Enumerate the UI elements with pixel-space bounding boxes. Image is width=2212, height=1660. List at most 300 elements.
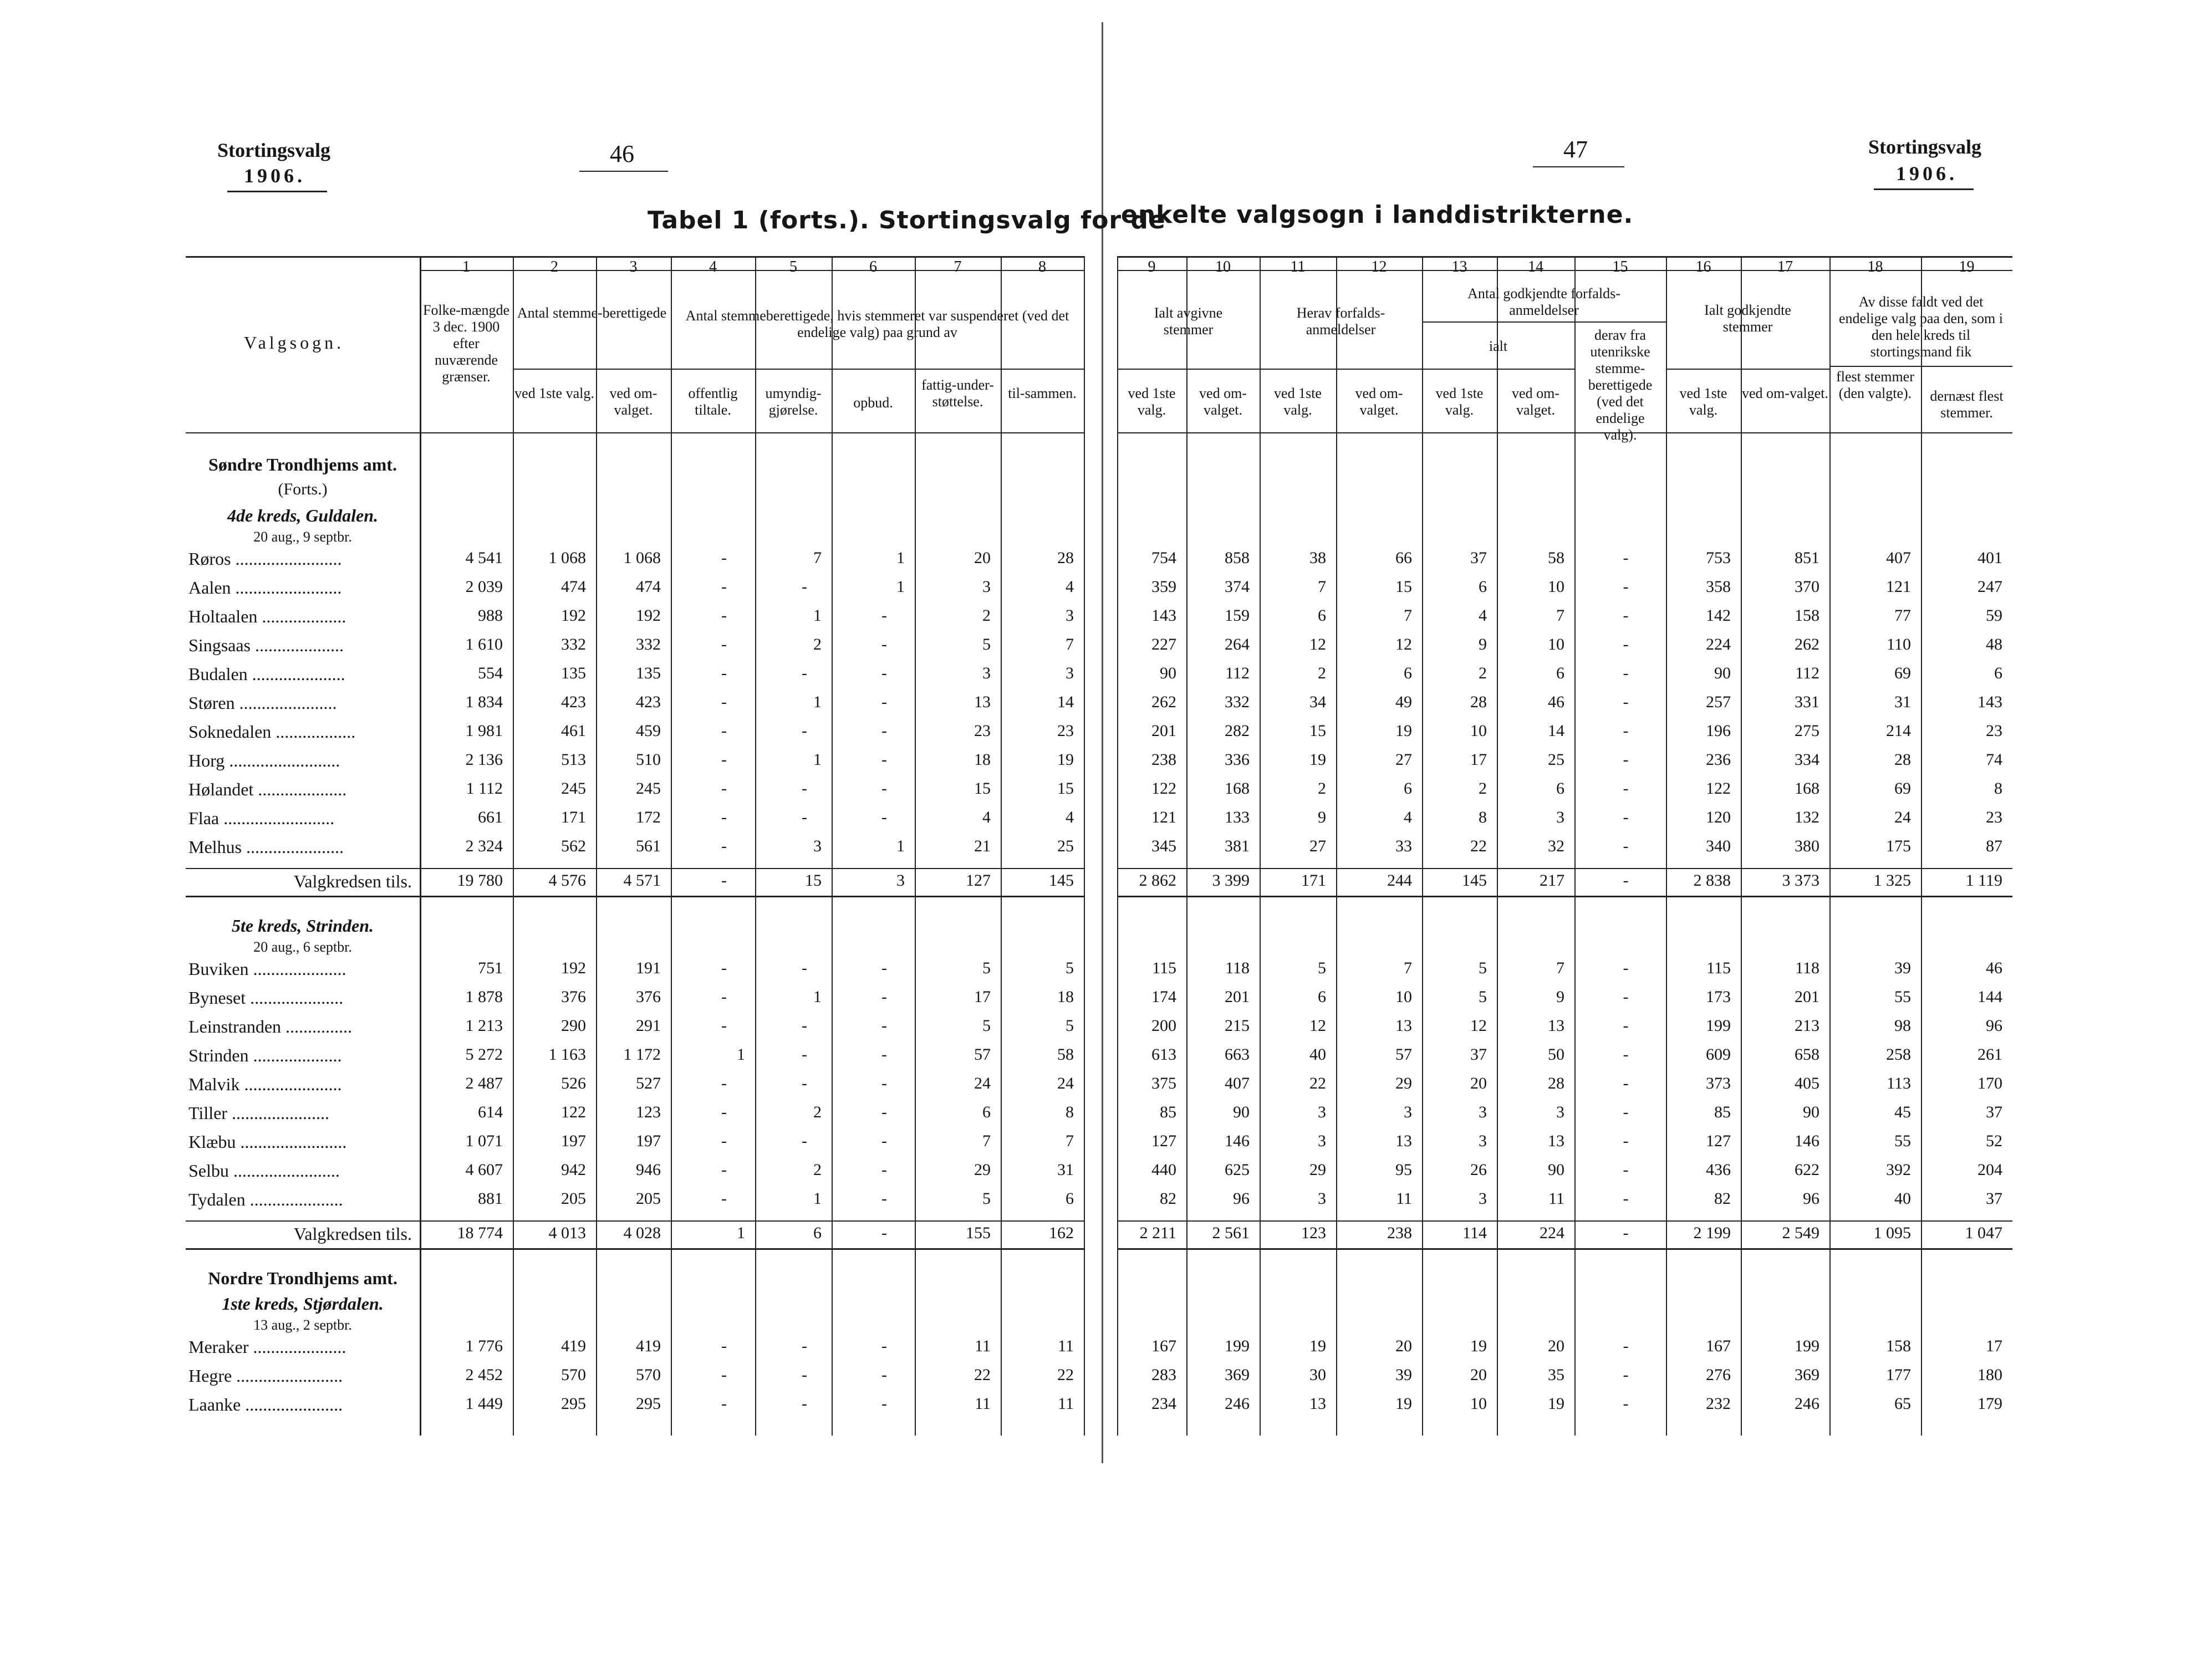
votes-cast-header: Ialt avgivne stemmer [1154,305,1223,338]
rule [513,369,671,370]
rule [671,256,672,1436]
data-cell: 29 [1395,1074,1412,1092]
data-cell: 38 [1309,549,1326,567]
data-cell: 118 [1795,959,1819,977]
data-cell: - [881,722,887,740]
data-cell: 275 [1795,722,1819,740]
data-cell: 87 [1986,837,2002,855]
data-cell: 942 [561,1161,586,1179]
rule [186,256,1084,258]
data-cell: 5 [1066,1017,1074,1035]
total-cell: 15 [805,871,822,890]
data-cell: 112 [1795,664,1819,682]
data-cell: 6 [1556,664,1564,682]
data-cell: - [802,1132,807,1150]
data-cell: - [881,664,887,682]
data-cell: 24 [1894,808,1911,826]
data-cell: 554 [478,664,503,682]
data-cell: 3 [1066,606,1074,625]
data-cell: 37 [1470,549,1487,567]
data-cell: - [721,1132,727,1150]
data-cell: 118 [1225,959,1250,977]
data-cell: - [721,808,727,826]
data-cell: 37 [1986,1189,2002,1208]
data-cell: - [881,959,887,977]
data-cell: - [802,959,807,977]
data-cell: 246 [1795,1395,1819,1413]
data-cell: 96 [1233,1189,1250,1208]
data-cell: 295 [561,1395,586,1413]
data-cell: - [1623,808,1629,826]
data-cell: 4 607 [465,1161,503,1179]
data-cell: 370 [1795,578,1819,596]
total-cell: 145 [1462,871,1487,890]
data-cell: 20 [1548,1337,1564,1355]
data-cell: 29 [974,1161,991,1179]
data-cell: 15 [974,779,991,798]
data-cell: 331 [1795,693,1819,711]
valgsogn-name: Holtaalen ................... [188,606,346,626]
rule [1422,369,1574,370]
total-cell: 1 [737,1224,745,1242]
data-cell: 2 [813,635,822,653]
data-cell: 20 [974,549,991,567]
data-cell: 196 [1706,722,1731,740]
data-cell: 436 [1706,1161,1731,1179]
total-cell: 2 211 [1139,1224,1176,1242]
left-running-year: 1906. [244,165,305,187]
total-label: Valgkredsen tils. [293,871,412,891]
data-cell: 238 [1151,750,1176,769]
total-cell: 4 013 [548,1224,586,1242]
data-cell: - [802,808,807,826]
rule [1117,868,2012,869]
column-number: 6 [869,258,877,275]
data-cell: 168 [1795,779,1819,798]
data-cell: 401 [1977,549,2002,567]
data-cell: 11 [1548,1189,1564,1208]
data-cell: 95 [1395,1161,1412,1179]
data-cell: 474 [561,578,586,596]
data-cell: 199 [1706,1017,1731,1035]
data-cell: 246 [1225,1395,1250,1413]
data-cell: 123 [636,1103,661,1121]
data-cell: 179 [1977,1395,2002,1413]
data-cell: 12 [1309,635,1326,653]
data-cell: 28 [1057,549,1074,567]
data-cell: 1 [813,988,822,1006]
right-running-year: 1906. [1896,162,1958,185]
data-cell: 23 [1057,722,1074,740]
data-cell: 2 [1479,664,1487,682]
data-cell: 375 [1151,1074,1176,1092]
data-cell: 405 [1795,1074,1819,1092]
data-cell: - [881,1161,887,1179]
data-cell: 19 [1395,1395,1412,1413]
total-cell: 4 028 [623,1224,661,1242]
data-cell: - [1623,635,1629,653]
data-cell: 11 [1396,1189,1412,1208]
data-cell: - [1623,1337,1629,1355]
data-cell: 5 [982,1017,991,1035]
data-cell: 5 [1479,988,1487,1006]
data-cell: 1 [813,750,822,769]
data-cell: 7 [1404,959,1412,977]
data-cell: 5 [1066,959,1074,977]
data-cell: 171 [561,808,586,826]
data-cell: 85 [1714,1103,1731,1121]
rule [186,1220,1084,1222]
valgsogn-name: Budalen ..................... [188,664,345,684]
column-number: 1 [462,258,470,275]
total-cell: 244 [1387,871,1412,890]
data-cell: 19 [1470,1337,1487,1355]
data-cell: 661 [478,808,503,826]
data-cell: 69 [1894,664,1911,682]
data-cell: 167 [1151,1337,1176,1355]
total-cell: 4 571 [623,871,661,890]
data-cell: 20 [1470,1366,1487,1384]
data-cell: 6 [1404,779,1412,798]
data-cell: 562 [561,837,586,855]
data-cell: 5 [982,1189,991,1208]
data-cell: - [881,635,887,653]
data-cell: 282 [1225,722,1250,740]
data-cell: 214 [1886,722,1911,740]
column-number: 17 [1777,258,1793,275]
data-cell: 12 [1395,635,1412,653]
first-election-header: ved 1ste valg. [514,385,594,401]
data-cell: 373 [1706,1074,1731,1092]
suspended-total-header: til-sammen. [1008,385,1077,401]
data-cell: 3 [982,578,991,596]
data-cell: 5 [1479,959,1487,977]
bankruptcy-header: opbud. [853,395,893,411]
data-cell: 11 [975,1337,991,1355]
valgsogn-name: Røros ........................ [188,549,342,569]
total-cell: 162 [1049,1224,1074,1242]
data-cell: - [721,1017,727,1035]
data-cell: - [881,1189,887,1208]
total-cell: - [1623,871,1629,890]
data-cell: 561 [636,837,661,855]
data-cell: - [1623,578,1629,596]
data-cell: - [881,988,887,1006]
data-cell: 133 [1225,808,1250,826]
data-cell: 28 [1470,693,1487,711]
data-cell: 257 [1706,693,1731,711]
data-cell: 1 610 [465,635,503,653]
data-cell: 232 [1706,1395,1731,1413]
valgsogn-name: Horg ......................... [188,750,340,770]
data-cell: 115 [1152,959,1176,977]
votes-cast-re-header: ved om-valget. [1199,385,1247,418]
data-cell: 753 [1706,549,1731,567]
data-cell: 90 [1233,1103,1250,1121]
data-cell: 13 [1548,1132,1564,1150]
data-cell: 262 [1151,693,1176,711]
data-cell: 168 [1225,779,1250,798]
amt-title: Nordre Trondhjems amt. [208,1268,397,1288]
data-cell: 369 [1225,1366,1250,1384]
data-cell: 90 [1714,664,1731,682]
data-cell: - [881,606,887,625]
data-cell: - [881,1074,887,1092]
data-cell: 513 [561,750,586,769]
data-cell: 20 [1395,1337,1412,1355]
data-cell: 754 [1151,549,1176,567]
left-running-title: Stortingsvalg [217,139,331,161]
data-cell: 45 [1894,1103,1911,1121]
data-cell: - [1623,837,1629,855]
valgsogn-header: Valgsogn. [244,333,345,353]
data-cell: 510 [636,750,661,769]
page-number-right: 47 [1563,136,1588,163]
total-cell: 3 [896,871,905,890]
data-cell: - [721,750,727,769]
data-cell: 192 [561,959,586,977]
column-number: 16 [1695,258,1711,275]
total-cell: 2 862 [1139,871,1176,890]
data-cell: 376 [561,988,586,1006]
data-cell: - [802,779,807,798]
data-cell: 21 [974,837,991,855]
table-title-right: enkelte valgsogn i landdistrikterne. [1121,201,1634,229]
amt-note: (Forts.) [278,480,328,498]
data-cell: 5 [1318,959,1326,977]
data-cell: - [1623,1395,1629,1413]
data-cell: 77 [1894,606,1911,625]
data-cell: 19 [1548,1395,1564,1413]
column-number: 7 [954,258,962,275]
data-cell: 7 [1318,578,1326,596]
data-cell: 407 [1886,549,1911,567]
data-cell: 27 [1309,837,1326,855]
data-cell: 10 [1548,578,1564,596]
rule [186,896,1084,897]
data-cell: 10 [1470,722,1487,740]
data-cell: - [1623,988,1629,1006]
data-cell: - [1623,1017,1629,1035]
valgsogn-name: Hølandet .................... [188,779,347,799]
valgsogn-name: Soknedalen .................. [188,722,356,742]
data-cell: 334 [1795,750,1819,769]
data-cell: 946 [636,1161,661,1179]
total-label: Valgkredsen tils. [293,1224,412,1244]
data-cell: 332 [636,635,661,653]
data-cell: 66 [1395,549,1412,567]
data-cell: 50 [1548,1045,1564,1064]
data-cell: 332 [1225,693,1250,711]
data-cell: 374 [1225,578,1250,596]
data-cell: 25 [1057,837,1074,855]
data-cell: 3 [1066,664,1074,682]
data-cell: 423 [561,693,586,711]
data-cell: 49 [1395,693,1412,711]
data-cell: 1 163 [548,1045,586,1064]
data-cell: 625 [1225,1161,1250,1179]
valgsogn-name: Buviken ..................... [188,959,346,979]
data-cell: 205 [636,1189,661,1208]
data-cell: 6 [1479,578,1487,596]
approved-votes-header: Ialt godkjendte stemmer [1704,302,1791,335]
total-cell: 1 095 [1873,1224,1911,1242]
absentee-header: Herav forfalds-anmeldelser [1296,305,1385,338]
data-cell: 376 [636,988,661,1006]
total-cell: - [881,1224,887,1242]
rule [1117,369,1260,370]
data-cell: - [881,1337,887,1355]
data-cell: 1 981 [465,722,503,740]
amt-title: Søndre Trondhjems amt. [208,454,397,474]
data-cell: 234 [1151,1395,1176,1413]
valgsogn-name: Singsaas .................... [188,635,344,655]
data-cell: 85 [1160,1103,1176,1121]
data-cell: 175 [1886,837,1911,855]
data-cell: 22 [1470,837,1487,855]
data-cell: - [1623,722,1629,740]
data-cell: 276 [1706,1366,1731,1384]
data-cell: 6 [1318,988,1326,1006]
data-cell: 751 [478,959,503,977]
data-cell: 192 [561,606,586,625]
data-cell: - [881,779,887,798]
data-cell: 224 [1706,635,1731,653]
data-cell: 1 834 [465,693,503,711]
kreds-title: 4de kreds, Guldalen. [227,505,378,525]
total-cell: 1 325 [1873,871,1911,890]
data-cell: 22 [1057,1366,1074,1384]
data-cell: - [1623,1189,1629,1208]
data-cell: 1 [813,693,822,711]
data-cell: 26 [1470,1161,1487,1179]
total-cell: 127 [966,871,991,890]
data-cell: 158 [1795,606,1819,625]
data-cell: 858 [1225,549,1250,567]
data-cell: - [881,1103,887,1121]
data-cell: - [881,1132,887,1150]
rule [1117,256,2012,258]
total-cell: 238 [1387,1224,1412,1242]
data-cell: 5 272 [465,1045,503,1064]
data-cell: 7 [813,549,822,567]
data-cell: 527 [636,1074,661,1092]
data-cell: 204 [1977,1161,2002,1179]
total-cell: 145 [1049,871,1074,890]
data-cell: 167 [1706,1337,1731,1355]
rule [671,369,1084,370]
data-cell: 245 [561,779,586,798]
data-cell: 851 [1795,549,1819,567]
data-cell: 215 [1225,1017,1250,1035]
data-cell: 96 [1986,1017,2002,1035]
data-cell: 7 [1066,635,1074,653]
data-cell: 258 [1886,1045,1911,1064]
abroad-header: derav fra utenrikske stemme-berettigede (ved det endelige valg). [1588,327,1653,443]
rule [1422,321,1666,323]
data-cell: - [721,606,727,625]
data-cell: 358 [1706,578,1731,596]
data-cell: 13 [1309,1395,1326,1413]
data-cell: 4 [1479,606,1487,625]
total-cell: 2 561 [1212,1224,1250,1242]
data-cell: 31 [1057,1161,1074,1179]
rule [1084,256,1085,1436]
data-cell: 135 [636,664,661,682]
winner-header: flest stemmer (den valgte). [1836,369,1914,401]
data-cell: - [1623,693,1629,711]
data-cell: 200 [1151,1017,1176,1035]
eligible-voters-header: Antal stemme-berettigede [517,305,667,321]
data-cell: 57 [974,1045,991,1064]
data-cell: 48 [1986,635,2002,653]
data-cell: 461 [561,722,586,740]
data-cell: 37 [1470,1045,1487,1064]
data-cell: 2 [982,606,991,625]
data-cell: 1 071 [465,1132,503,1150]
data-cell: - [1623,1045,1629,1064]
data-cell: - [881,1395,887,1413]
data-cell: 570 [636,1366,661,1384]
data-cell: - [802,664,807,682]
rule [1260,369,1422,370]
data-cell: 1 [896,837,905,855]
data-cell: 3 [982,664,991,682]
data-cell: - [881,1017,887,1035]
data-cell: 262 [1795,635,1819,653]
data-cell: 143 [1977,693,2002,711]
data-cell: 191 [636,959,661,977]
data-cell: 143 [1151,606,1176,625]
total-cell: 2 549 [1782,1224,1819,1242]
kreds-title: 1ste kreds, Stjørdalen. [222,1294,384,1314]
data-cell: 6 [982,1103,991,1121]
data-cell: 40 [1894,1189,1911,1208]
data-cell: - [802,1366,807,1384]
data-cell: 2 [813,1103,822,1121]
data-cell: 8 [1994,779,2002,798]
data-cell: 3 [1404,1103,1412,1121]
data-cell: 180 [1977,1366,2002,1384]
data-cell: - [721,1074,727,1092]
valgsogn-name: Aalen ........................ [188,578,342,597]
data-cell: 213 [1795,1017,1819,1035]
data-cell: 19 [1057,750,1074,769]
data-cell: - [721,988,727,1006]
data-cell: 18 [974,750,991,769]
data-cell: - [881,808,887,826]
data-cell: 369 [1795,1366,1819,1384]
data-cell: 58 [1548,549,1564,567]
total-cell: 217 [1540,871,1564,890]
data-cell: 264 [1225,635,1250,653]
data-cell: 440 [1151,1161,1176,1179]
data-cell: 8 [1479,808,1487,826]
column-number: 4 [709,258,717,275]
data-cell: 121 [1886,578,1911,596]
absentee-first-header: ved 1ste valg. [1274,385,1322,418]
suspended-header: Antal stemmeberettigede, hvis stemmeret var suspenderet (ved det endelige valg) paa grund av [685,308,1069,340]
data-cell: 4 [1066,578,1074,596]
data-cell: 46 [1986,959,2002,977]
data-cell: 20 [1470,1074,1487,1092]
data-cell: - [802,722,807,740]
valgsogn-name: Malvik ...................... [188,1074,342,1094]
data-cell: 9 [1318,808,1326,826]
data-cell: - [802,1395,807,1413]
data-cell: 17 [974,988,991,1006]
data-cell: 1 213 [465,1017,503,1035]
